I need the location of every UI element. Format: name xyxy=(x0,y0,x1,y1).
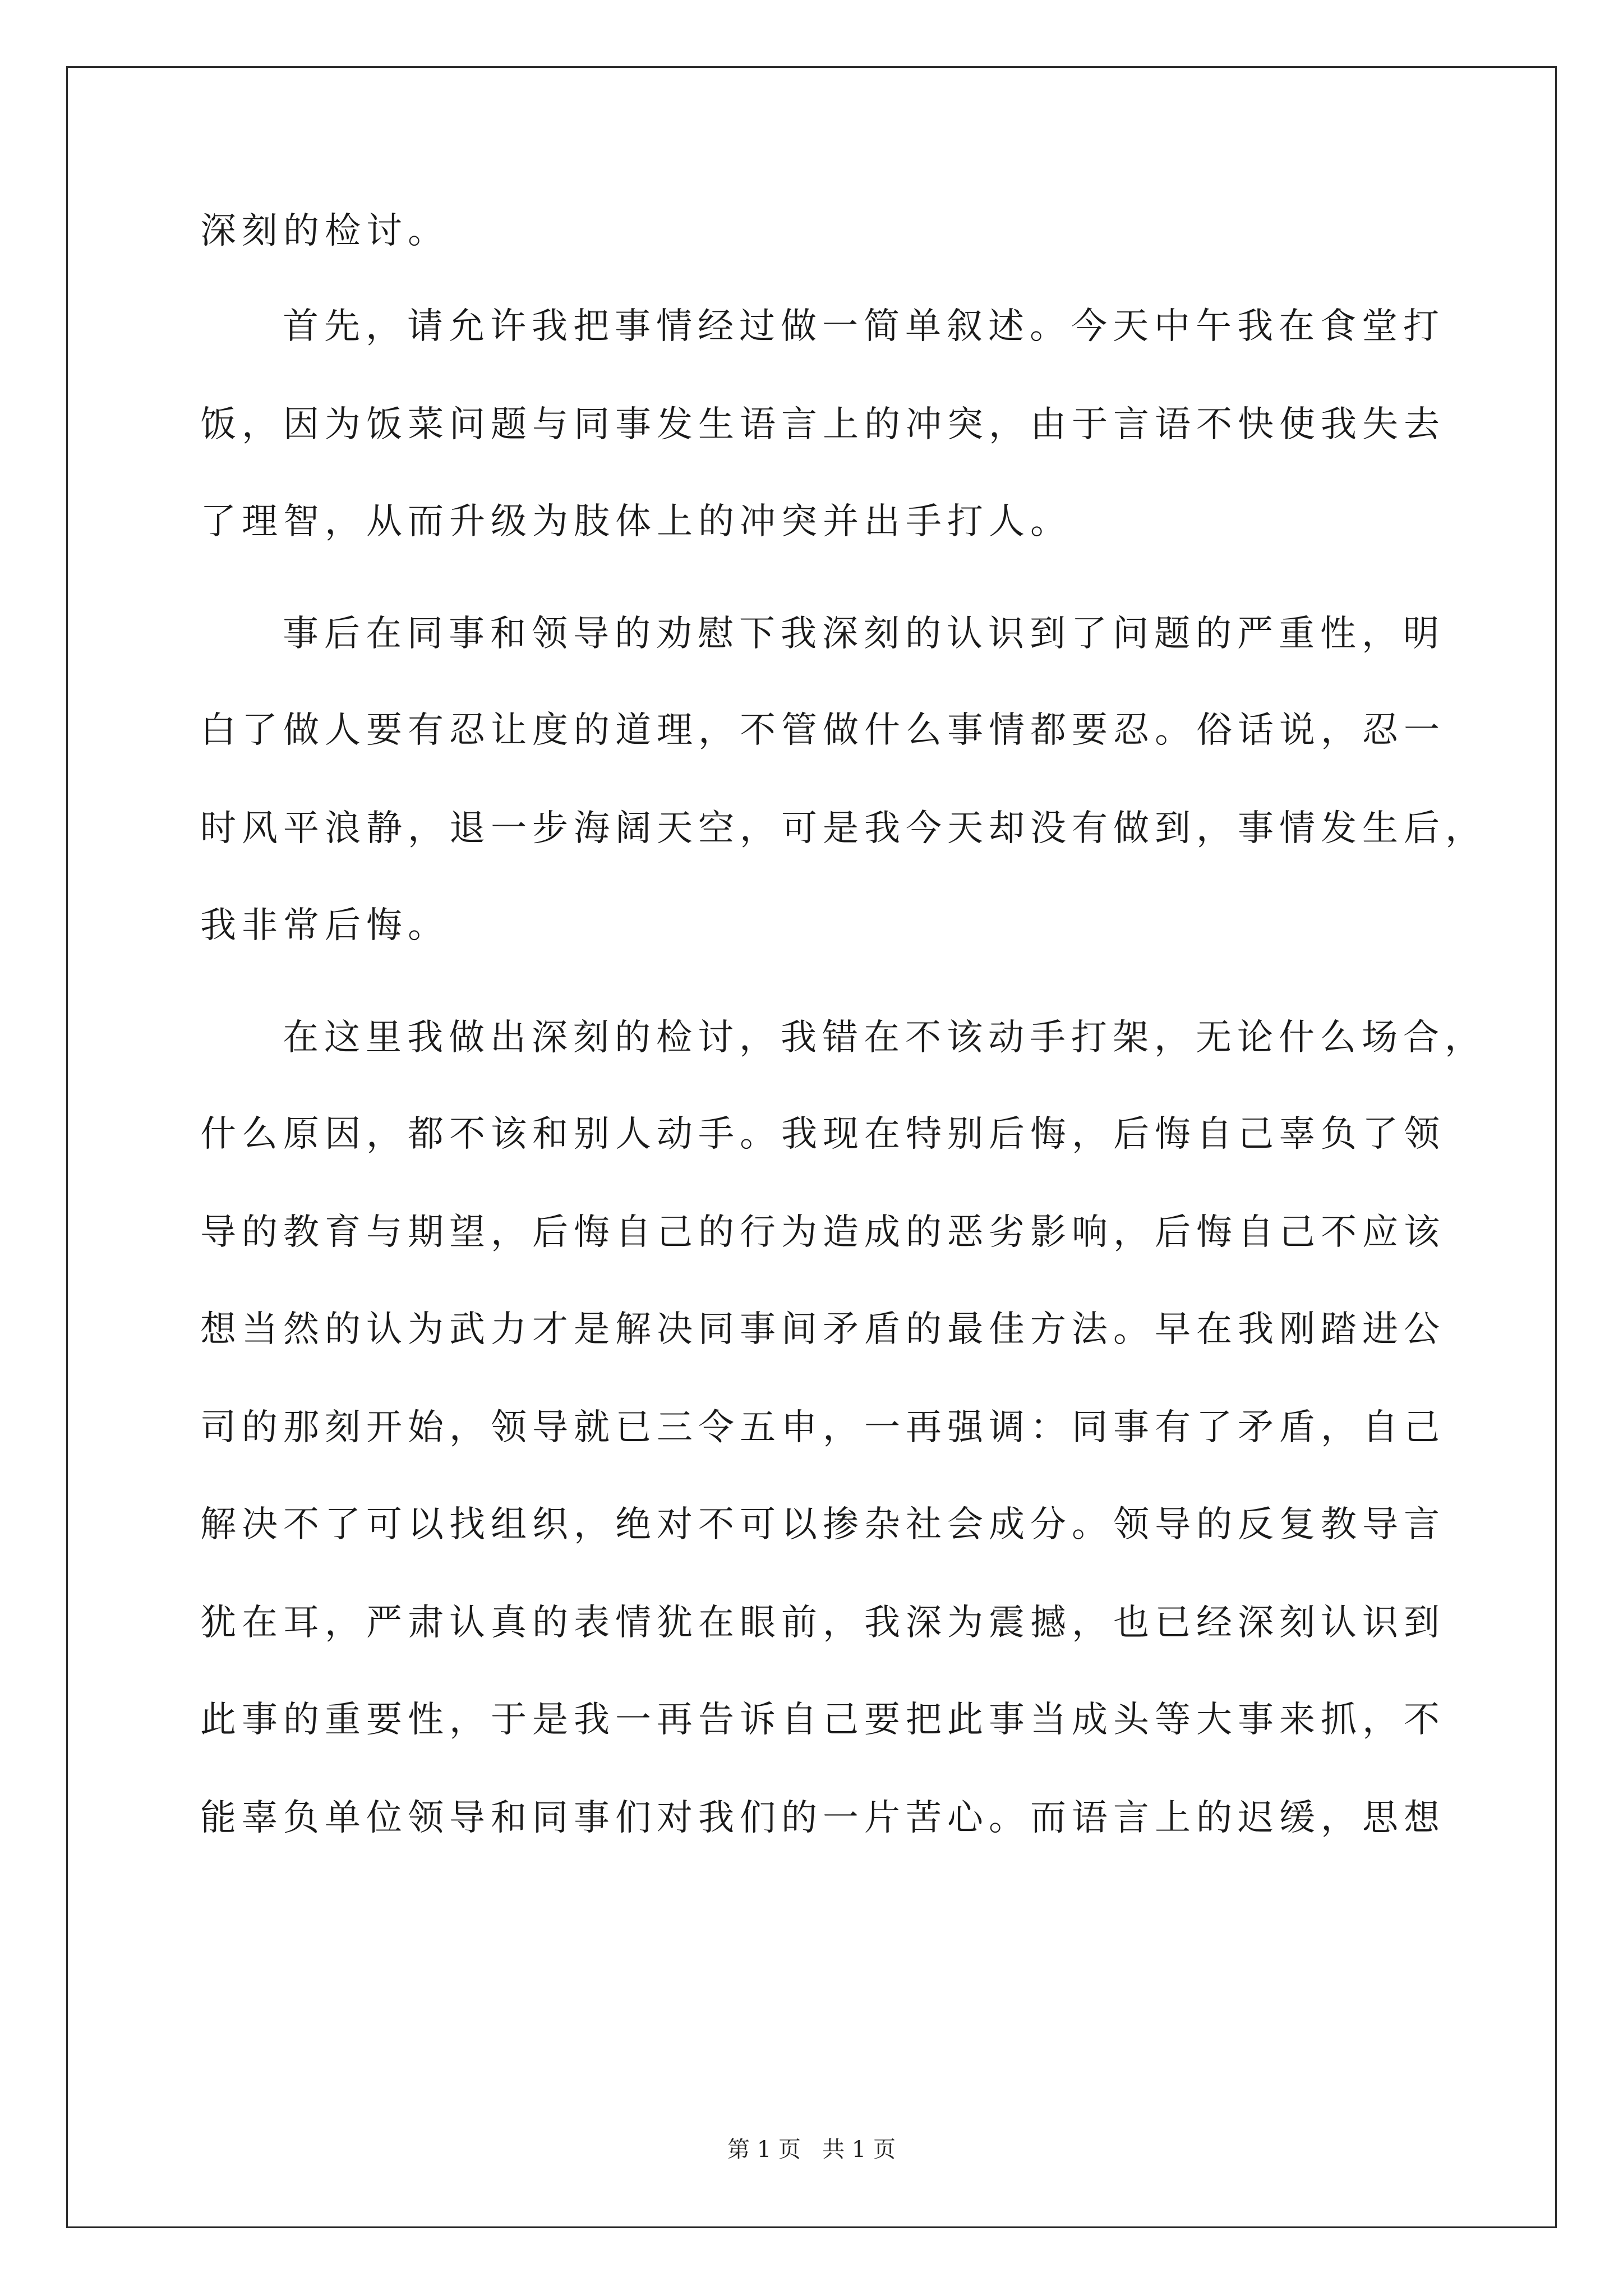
page-number-footer: 第 1 页 共 1 页 xyxy=(727,2137,896,2162)
text-line: 解决不了可以找组织，绝对不可以掺杂社会成分。领导的反复教导言 xyxy=(200,1504,1445,1545)
text-line: 深刻的检讨。 xyxy=(200,210,449,252)
text-line: 饭，因为饭菜问题与同事发生语言上的冲突，由于言语不快使我失去 xyxy=(200,404,1445,445)
paragraph-first-line: 事后在同事和领导的劝慰下我深刻的认识到了问题的严重性，明 xyxy=(283,613,1445,655)
text-line: 什么原因，都不该和别人动手。我现在特别后悔，后悔自己辜负了领 xyxy=(200,1114,1445,1155)
text-line: 此事的重要性，于是我一再告诉自己要把此事当成头等大事来抓，不 xyxy=(200,1699,1445,1741)
text-line: 想当然的认为武力才是解决同事间矛盾的最佳方法。早在我刚踏进公 xyxy=(200,1309,1445,1350)
paragraph-first-line: 在这里我做出深刻的检讨，我错在不该动手打架，无论什么场合， xyxy=(283,1017,1486,1059)
text-line: 我非常后悔。 xyxy=(200,905,449,946)
text-line: 白了做人要有忍让度的道理，不管做什么事情都要忍。俗话说，忍一 xyxy=(200,710,1445,751)
text-line: 能辜负单位领导和同事们对我们的一片苦心。而语言上的迟缓，思想 xyxy=(200,1797,1445,1839)
text-line: 导的教育与期望，后悔自己的行为造成的恶劣影响，后悔自己不应该 xyxy=(200,1212,1445,1253)
text-line: 时风平浪静，退一步海阔天空，可是我今天却没有做到，事情发生后， xyxy=(200,808,1487,849)
text-line: 了理智，从而升级为肢体上的冲突并出手打人。 xyxy=(200,501,1072,542)
paragraph-first-line: 首先，请允许我把事情经过做一简单叙述。今天中午我在食堂打 xyxy=(283,306,1445,347)
text-line: 司的那刻开始，领导就已三令五申，一再强调：同事有了矛盾，自己 xyxy=(200,1407,1445,1448)
text-line: 犹在耳，严肃认真的表情犹在眼前，我深为震撼，也已经深刻认识到 xyxy=(200,1602,1445,1644)
